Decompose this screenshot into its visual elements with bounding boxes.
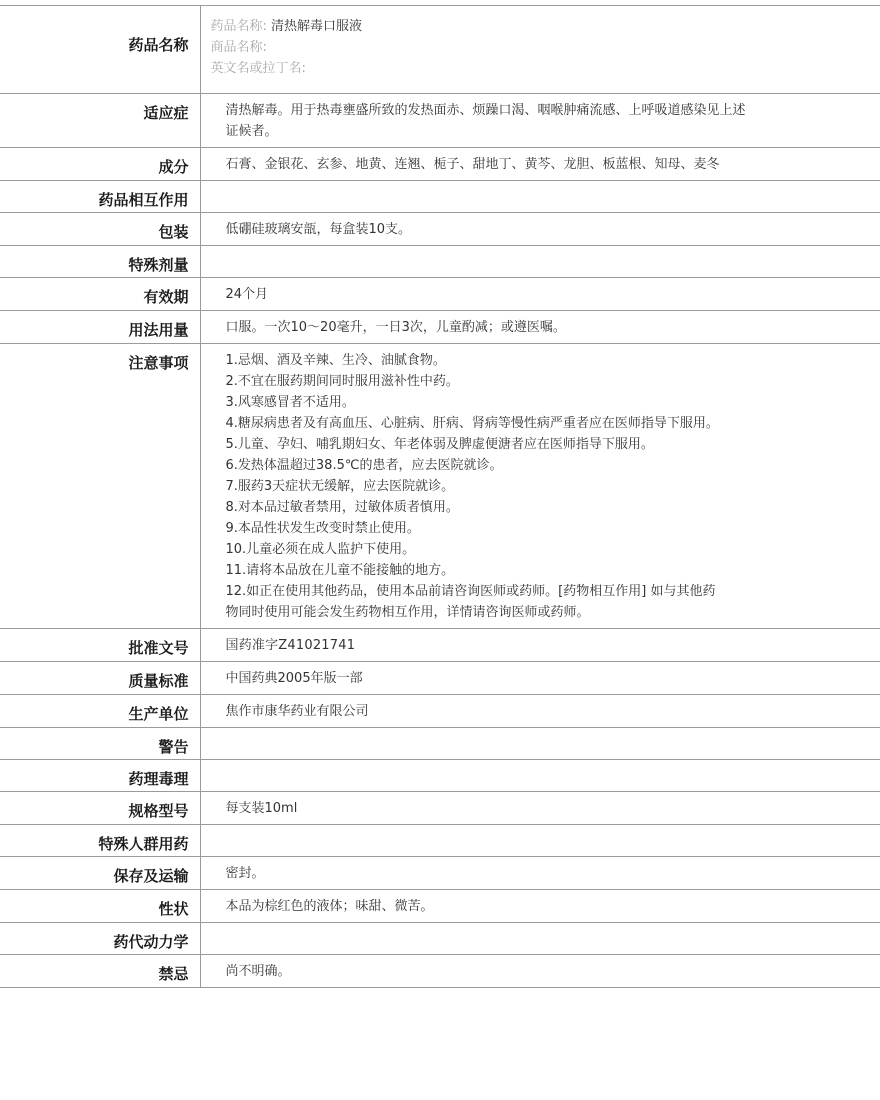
standard-value: 中国药典2005年版一部 <box>200 662 880 695</box>
table-row-ingredients <box>0 148 880 181</box>
row-label: 有效期 <box>0 278 200 311</box>
row-label: 禁忌 <box>0 955 200 988</box>
drug-info-table <box>0 5 880 988</box>
row-label: 规格型号 <box>0 792 200 825</box>
special-dosage-value <box>200 246 880 278</box>
precaution-item: 4.糖尿病患者及有高血压、心脏病、肝病、肾病等慢性病严重者应在医师指导下服用。 <box>225 416 719 431</box>
special-groups-value <box>200 825 880 857</box>
shelf-life-value: 24个月 <box>200 278 880 311</box>
ingredients-value: 石膏、金银花、玄参、地黄、连翘、栀子、甜地丁、黄芩、龙胆、板蓝根、知母、麦冬 <box>200 148 880 181</box>
indications-line: 证候者。 <box>225 124 278 139</box>
table-row-approval <box>0 629 880 662</box>
precaution-item: 12.如正在使用其他药品，使用本品前请咨询医师或药师。[药物相互作用] 如与其他药 <box>225 584 716 599</box>
generic-name-label: 药品名称: <box>210 19 267 34</box>
row-label: 用法用量 <box>0 311 200 344</box>
row-label: 性状 <box>0 890 200 923</box>
table-row-usage <box>0 311 880 344</box>
row-label: 药品名称 <box>0 6 200 94</box>
row-label: 保存及运输 <box>0 857 200 890</box>
indications-value <box>200 94 880 148</box>
toxicology-value <box>200 760 880 792</box>
row-label: 特殊剂量 <box>0 246 200 278</box>
spec-value: 每支装10ml <box>200 792 880 825</box>
indications-line: 清热解毒。用于热毒壅盛所致的发热面赤、烦躁口渴、咽喉肿痛流感、上呼吸道感染见上述 <box>225 103 746 118</box>
row-label: 包装 <box>0 213 200 246</box>
precaution-item: 11.请将本品放在儿童不能接触的地方。 <box>225 563 455 578</box>
precaution-item: 8.对本品过敏者禁用，过敏体质者慎用。 <box>225 500 459 515</box>
table-row-toxicology <box>0 760 880 792</box>
precaution-item: 5.儿童、孕妇、哺乳期妇女、年老体弱及脾虚便溏者应在医师指导下服用。 <box>225 437 654 452</box>
precaution-item: 9.本品性状发生改变时禁止使用。 <box>225 521 420 536</box>
storage-value: 密封。 <box>200 857 880 890</box>
approval-value: 国药准字Z41021741 <box>200 629 880 662</box>
table-row-contraindications <box>0 955 880 988</box>
interactions-value <box>200 181 880 213</box>
table-row-pharmacokinetics <box>0 923 880 955</box>
usage-value: 口服。一次10～20毫升，一日3次，儿童酌减；或遵医嘱。 <box>200 311 880 344</box>
generic-name-line <box>211 16 871 37</box>
drug-names-cell <box>200 6 880 94</box>
warning-value <box>200 728 880 760</box>
row-label: 药理毒理 <box>0 760 200 792</box>
table-row-standard <box>0 662 880 695</box>
table-row-special-groups <box>0 825 880 857</box>
table-row-manufacturer <box>0 695 880 728</box>
precaution-item: 1.忌烟、酒及辛辣、生冷、油腻食物。 <box>225 353 446 368</box>
generic-name-value: 清热解毒口服液 <box>271 19 363 34</box>
pharmacokinetics-value <box>200 923 880 955</box>
table-row-interactions <box>0 181 880 213</box>
precaution-item: 物同时使用可能会发生药物相互作用，详情请咨询医师或药师。 <box>225 605 590 620</box>
table-row-precautions <box>0 344 880 629</box>
precaution-item: 10.儿童必须在成人监护下使用。 <box>225 542 416 557</box>
table-row-storage <box>0 857 880 890</box>
table-row-warning <box>0 728 880 760</box>
english-name-label: 英文名或拉丁名: <box>210 61 306 76</box>
row-label: 警告 <box>0 728 200 760</box>
contraindications-value: 尚不明确。 <box>200 955 880 988</box>
row-label: 药代动力学 <box>0 923 200 955</box>
row-label: 成分 <box>0 148 200 181</box>
table-row-appearance <box>0 890 880 923</box>
precaution-item: 6.发热体温超过38.5℃的患者，应去医院就诊。 <box>225 458 503 473</box>
drug-info-sheet <box>0 5 880 988</box>
trade-name-label: 商品名称: <box>210 40 267 55</box>
precaution-item: 3.风寒感冒者不适用。 <box>225 395 355 410</box>
manufacturer-value: 焦作市康华药业有限公司 <box>200 695 880 728</box>
row-label: 药品相互作用 <box>0 181 200 213</box>
row-label: 特殊人群用药 <box>0 825 200 857</box>
trade-name-line <box>211 37 871 58</box>
table-row-special-dosage <box>0 246 880 278</box>
packaging-value: 低硼硅玻璃安瓿，每盒装10支。 <box>200 213 880 246</box>
english-name-line <box>211 58 871 79</box>
table-row-drug-name <box>0 6 880 94</box>
precaution-item: 2.不宜在服药期间同时服用滋补性中药。 <box>225 374 459 389</box>
appearance-value: 本品为棕红色的液体；味甜、微苦。 <box>200 890 880 923</box>
table-row-packaging <box>0 213 880 246</box>
table-row-shelf-life <box>0 278 880 311</box>
precaution-item: 7.服药3天症状无缓解，应去医院就诊。 <box>225 479 455 494</box>
table-row-indications <box>0 94 880 148</box>
row-label: 质量标准 <box>0 662 200 695</box>
row-label: 适应症 <box>0 94 200 148</box>
table-row-spec <box>0 792 880 825</box>
row-label: 注意事项 <box>0 344 200 629</box>
precautions-value <box>200 344 880 629</box>
row-label: 生产单位 <box>0 695 200 728</box>
row-label: 批准文号 <box>0 629 200 662</box>
